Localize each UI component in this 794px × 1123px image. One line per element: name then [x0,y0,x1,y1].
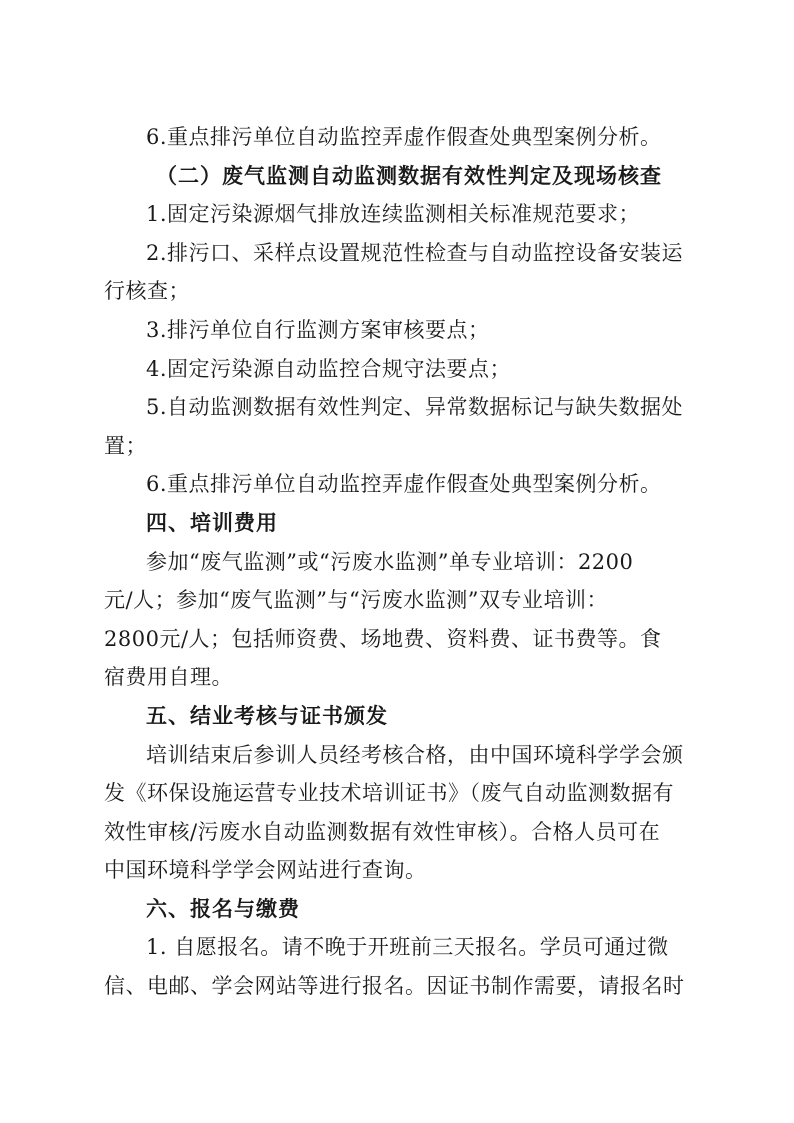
paragraph-line: 4.固定污染源自动监控合规守法要点； [146,356,512,381]
paragraph-line: 2.排污口、采样点设置规范性检查与自动监控设备安装运 [146,240,684,265]
paragraph-line: 6.重点排污单位自动监控弄虚作假查处典型案例分析。 [146,125,662,149]
paragraph-line: 发《环保设施运营专业技术培训证书》（废气自动监测数据有 [104,781,674,806]
section-heading: 五、结业考核与证书颁发 [146,703,388,728]
document-page [104,118,690,1006]
paragraph-line: 1. 自愿报名。请不晚于开班前三天报名。学员可通过微 [146,935,669,960]
paragraph-line: 培训结束后参训人员经考核合格，由中国环境科学学会颁 [146,742,684,767]
section-heading: 六、报名与缴费 [146,896,300,921]
paragraph-line: 参加“废气监测”或“污废水监测”单专业培训：2200 [146,549,634,574]
paragraph-line: 中国环境科学学会网站进行查询。 [104,858,427,883]
paragraph-line: 5.自动监测数据有效性判定、异常数据标记与缺失数据处 [146,395,684,420]
paragraph-line: 效性审核/污废水自动监测数据有效性审核）。合格人员可在 [104,819,661,844]
paragraph-line: 3.排污单位自行监测方案审核要点； [146,317,490,342]
paragraph-line: 宿费用自理。 [104,665,233,690]
paragraph-line: 置； [104,433,147,458]
paragraph-line: 6.重点排污单位自动监控弄虚作假查处典型案例分析。 [146,472,662,497]
section-heading: 四、培训费用 [146,510,278,535]
paragraph-line: 行核查； [104,279,190,304]
section-subheading: （二）废气监测自动监测数据有效性判定及现场核查 [156,163,662,188]
paragraph-line: 1.固定污染源烟气排放连续监测相关标准规范要求； [146,202,641,227]
paragraph-line: 2800元/人；包括师资费、场地费、资料费、证书费等。食 [104,626,662,651]
paragraph-line: 信、电邮、学会网站等进行报名。因证书制作需要，请报名时 [104,974,685,999]
paragraph-line: 元/人；参加“废气监测”与“污废水监测”双专业培训： [104,588,609,613]
